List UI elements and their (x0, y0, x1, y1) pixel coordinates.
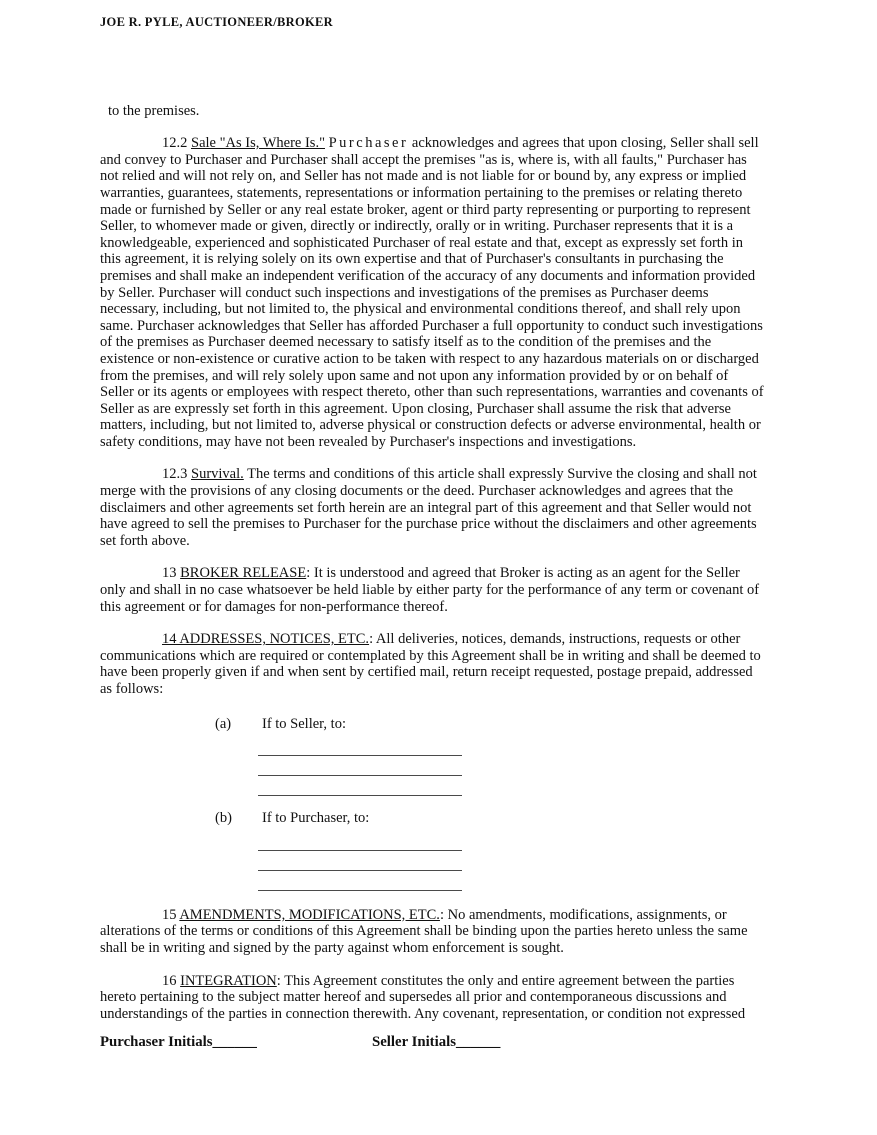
item-caption: If to Purchaser, to: (262, 810, 370, 827)
seller-address-item (100, 716, 765, 797)
spaced-word-purchaser: Purchaser (328, 135, 409, 152)
section-12-3-survival (100, 466, 765, 549)
section-body: This Agreement constitutes the only and entire agreement between the parties hereto pertaining to the subject matter hereof and supersedes all prior and contemporaneous discussions and understandings of the parties in connection therewith. Any covenant, representation, or condition not expressed (100, 972, 746, 1022)
blank-line (258, 736, 462, 756)
section-16-integration (100, 973, 765, 1023)
section-separator: : (306, 565, 314, 582)
purchaser-fill-in-lines (100, 831, 765, 891)
section-body: No amendments, modifications, assignments, or alterations of the terms or conditions of this Agreement shall be binding upon the parties hereto unless the same shall be in writing and signed by the party against whom enforcement is sought. (100, 906, 748, 956)
section-separator: : (276, 972, 285, 989)
purchaser-address-item (100, 810, 765, 891)
section-12-2-sale-as-is (100, 135, 765, 450)
section-heading: Sale "As Is, Where Is." (191, 135, 325, 152)
section-number: 12.3 (162, 466, 191, 483)
section-body: All deliveries, notices, demands, instructions, requests or other communications which are required or contemplated by this Agreement shall be in writing and shall be deemed to have been properly given if and when sent by certified mail, return receipt requested, postage prepaid, addressed as follows: (100, 631, 761, 697)
item-caption: If to Seller, to: (262, 715, 346, 732)
section-separator: : (439, 906, 448, 923)
section-14-addresses-notices (100, 631, 765, 697)
section-number: 12.2 (162, 135, 191, 152)
notice-address-block (100, 716, 765, 891)
purchaser-initials-label: Purchaser Initials______ (100, 1034, 257, 1051)
section-body: The terms and conditions of this article shall expressly Survive the closing and shall not merge with the provisions of any closing documents or the deed. Purchaser acknowledges and agrees that the disclaimers and other agreements set forth herein are an integral part of this agreement and that Seller would not have agreed to sell the premises to Purchaser for the purchase price without the disclaimers and other agreements set forth above. (100, 466, 757, 549)
carryover-paragraph: to the premises. (108, 102, 200, 119)
section-heading: 14 ADDRESSES, NOTICES, ETC. (162, 631, 370, 648)
seller-address-heading (100, 716, 765, 733)
section-number: 13 (162, 565, 181, 582)
section-body: It is understood and agreed that Broker is acting as an agent for the Seller only and shall in no case whatsoever be held liable by either party for the performance of any term or covenant of this agreement or for damages for non-performance thereof. (100, 565, 760, 615)
section-number: 16 (162, 972, 181, 989)
initials-footer (100, 1034, 765, 1051)
section-heading: AMENDMENTS, MODIFICATIONS, ETC. (179, 906, 440, 923)
blank-line (258, 871, 462, 891)
section-heading: Survival. (191, 466, 244, 483)
section-15-amendments (100, 907, 765, 957)
blank-line (258, 851, 462, 871)
broker-header-title: JOE R. PYLE, AUCTIONEER/BROKER (100, 15, 333, 29)
seller-fill-in-lines (100, 736, 765, 796)
blank-line (258, 776, 462, 796)
blank-line (258, 831, 462, 851)
section-heading: BROKER RELEASE (180, 565, 307, 582)
document-header (100, 14, 765, 31)
purchaser-address-heading (100, 810, 765, 827)
section-13-broker-release (100, 565, 765, 615)
seller-initials-label: Seller Initials______ (372, 1034, 501, 1051)
section-number: 15 (162, 906, 180, 923)
blank-line (258, 756, 462, 776)
item-letter-label: (a) (215, 715, 232, 732)
section-body: acknowledges and agrees that upon closing, Seller shall sell and convey to Purchaser and Purchaser shall accept the premises "as is, where is, with all faults," Purchaser has not relied and will not rely on, and Seller has not made and is not liable for or bound by, any express or implied warranties, guarantees, statements, representations or information pertaining to the premises or relating thereto made or furnished by Seller or any real estate broker, agent or third party representing or purporting to represent Seller, to whomever made or given, directly or indirectly, orally or in writing. Purchaser represents that it is a knowledgeable, experienced and sophisticated Purchaser of real estate and that, except as expressly set forth in this agreement, it is relying solely on its own expertise and that of Purchaser's consultants in purchasing the premises and shall make an independent verification of the accuracy of any documents and information provided by Seller. Purchaser will conduct such inspections and investigations of the premises as Purchaser deems necessary, including, but not limited to, the physical and environmental conditions thereof, and shall rely upon same. Purchaser acknowledges that Seller has afforded Purchaser a full opportunity to conduct such investigations of the premises as Purchaser deemed necessary to satisfy itself as to the condition of the premises and the existence or non-existence or curative action to be taken with respect to any hazardous materials on or discharged from the premises, and will rely solely upon same and not upon any information provided by or on behalf of Seller or its agents or employees with respect thereto, other than such representations, warranties and covenants of Seller as are expressly set forth in this agreement. Upon closing, Purchaser shall assume the risk that adverse matters, including, but not limited to, adverse physical or construction defects or adverse environmental, health or safety conditions, may have not been revealed by Purchaser's inspections and investigations. (100, 135, 764, 450)
section-separator: : (369, 631, 376, 648)
item-letter-label: (b) (215, 810, 232, 827)
section-heading: INTEGRATION (180, 972, 277, 989)
